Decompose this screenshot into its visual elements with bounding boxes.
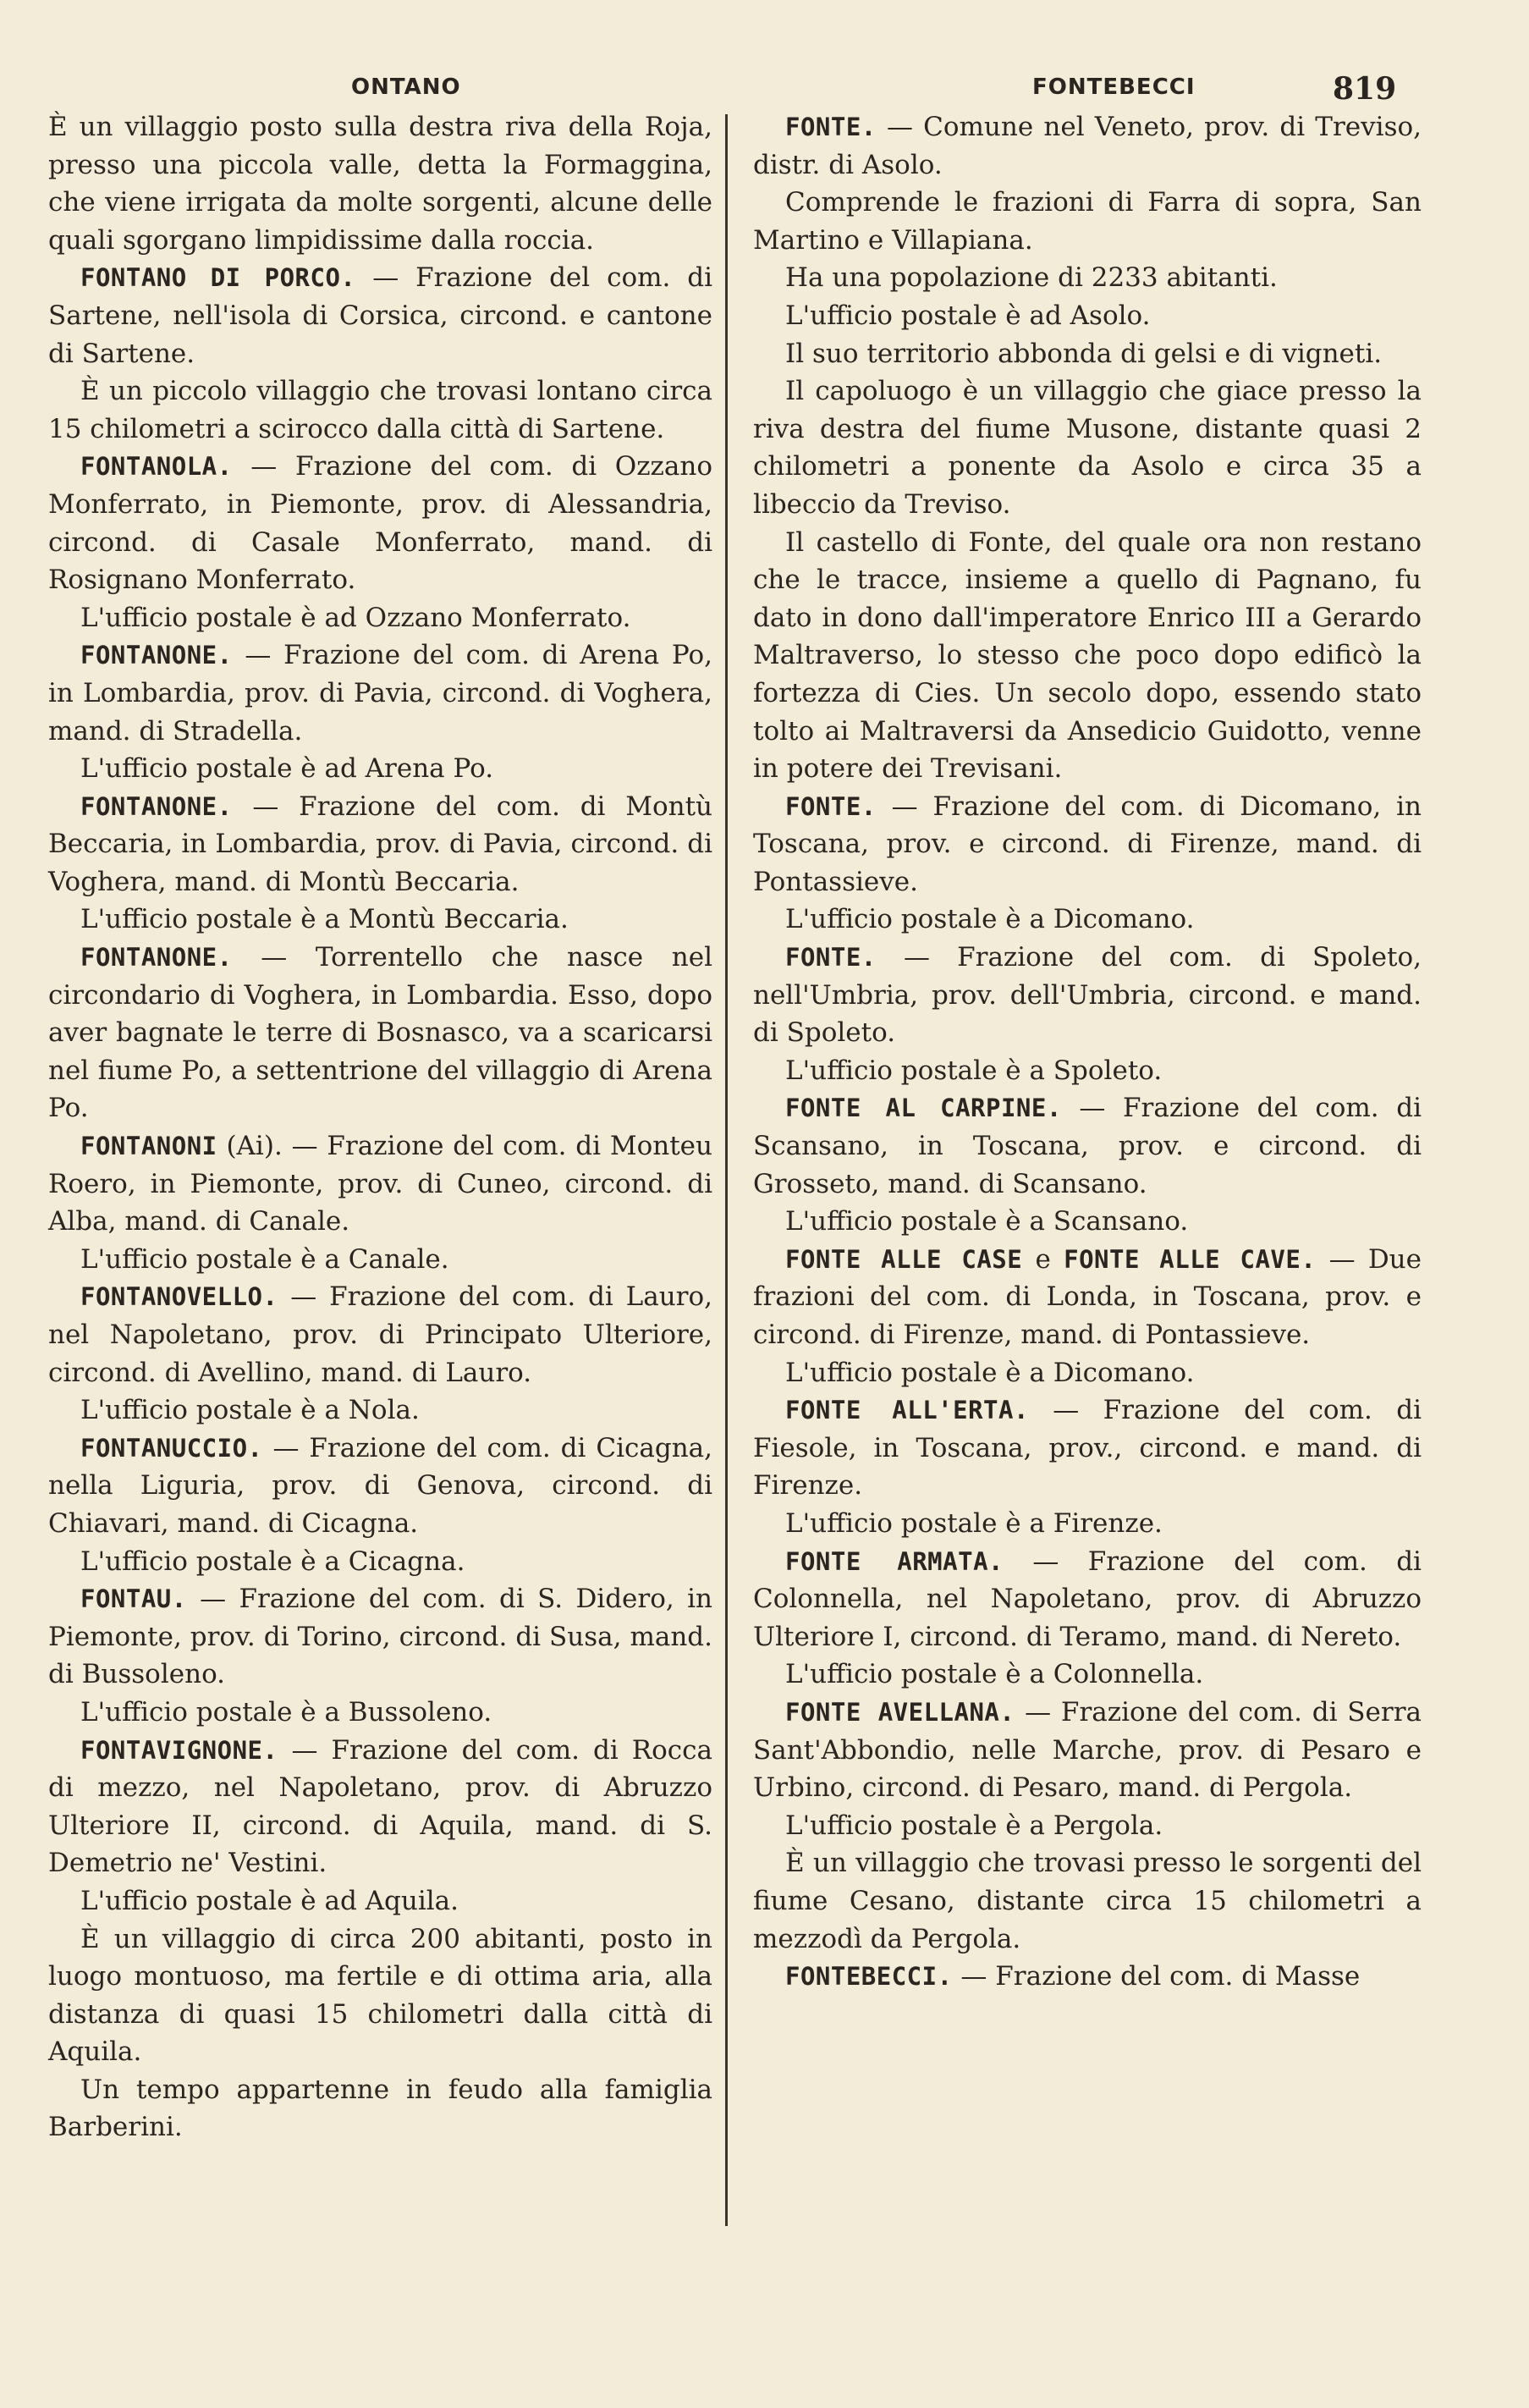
entry-text: L'ufficio postale è a Canale. (80, 1243, 449, 1275)
entry-text: — Frazione del com. di Masse (952, 1961, 1361, 1992)
entry-text: L'ufficio postale è a Spoleto. (785, 1055, 1163, 1086)
entry-text: Il suo territorio abbonda di gelsi e di vigneti. (785, 338, 1383, 369)
dictionary-entry (753, 1694, 1422, 1807)
entry-text: — Comune nel Veneto, prov. di Treviso, distr. di Asolo. (753, 112, 1422, 180)
entry-headword: FONTE ALLE CAVE. (1064, 1244, 1317, 1274)
dictionary-entry (753, 1958, 1422, 1996)
entry-paragraph (753, 1203, 1422, 1241)
entry-text: Comprende le frazioni di Farra di sopra, San Martino e Villapiana. (753, 187, 1422, 256)
dictionary-entry (753, 1391, 1422, 1505)
entry-paragraph (48, 599, 712, 637)
entry-text: È un villaggio posto sulla destra riva della Roja, presso una piccola valle, detta la Formaggina, che viene irrigata da molte sorgenti, alcune delle quali sgorgano limpidissime dalla roccia. (48, 112, 712, 256)
entry-text: — Frazione del com. di Ozzano Monferrato, in Piemonte, prov. di Alessandria, circond. di Casale Monferrato, mand. di Rosignano Monferrato. (48, 451, 712, 596)
entry-headword: FONTE. (785, 791, 877, 821)
dictionary-entry (753, 788, 1422, 901)
entry-paragraph (48, 750, 712, 788)
entry-paragraph (753, 1354, 1422, 1392)
entry-paragraph (48, 372, 712, 448)
entry-paragraph (753, 524, 1422, 788)
entry-paragraph (48, 1920, 712, 2071)
dictionary-entry (48, 448, 712, 598)
dictionary-entry (48, 1732, 712, 1882)
entry-paragraph (753, 1844, 1422, 1958)
entry-headword: FONTEBECCI. (785, 1962, 953, 1992)
entry-headword: FONTE AVELLANA. (785, 1697, 1015, 1727)
entry-text: È un villaggio che trovasi presso le sorgenti del fiume Cesano, distante circa 15 chilometri a mezzodì da Pergola. (753, 1848, 1422, 1954)
entry-text: — Frazione del com. di Scansano, in Toscana, prov. e circond. di Grosseto, mand. di Scansano. (753, 1093, 1422, 1199)
entry-text: L'ufficio postale è a Firenze. (785, 1507, 1163, 1539)
entry-text: L'ufficio postale è ad Aquila. (80, 1885, 459, 1916)
entry-text: L'ufficio postale è a Cicagna. (80, 1546, 465, 1577)
dictionary-entry (48, 788, 712, 901)
entry-headword: FONTANUCCIO. (80, 1433, 263, 1463)
dictionary-entry (48, 1580, 712, 1694)
entry-paragraph (48, 1543, 712, 1581)
page-number: 819 (1333, 71, 1397, 107)
entry-paragraph (48, 1391, 712, 1430)
entry-text: — Frazione del com. di Colonnella, nel Napoletano, prov. di Abruzzo Ulteriore I, circond. di Teramo, mand. di Nereto. (753, 1546, 1422, 1652)
entry-headword: FONTANONE. (80, 791, 233, 821)
entry-paragraph (753, 335, 1422, 373)
entry-paragraph (48, 901, 712, 939)
entry-text: L'ufficio postale è a Dicomano. (785, 1357, 1195, 1388)
entry-headword: FONTE. (785, 943, 877, 973)
dictionary-entry (48, 1278, 712, 1391)
entry-text: L'ufficio postale è a Nola. (80, 1395, 420, 1426)
entry-text: e (1022, 1243, 1064, 1275)
entry-text: — Torrentello che nasce nel circondario di Voghera, in Lombardia. Esso, dopo aver bagnate le terre di Bosnasco, va a scaricarsi nel fiume Po, a settentrione del villaggio di Arena Po. (48, 942, 712, 1124)
entry-paragraph (753, 372, 1422, 523)
entry-text: — Frazione del com. di Fiesole, in Toscana, prov., circond. e mand. di Firenze. (753, 1395, 1422, 1502)
entry-headword: FONTANOLA. (80, 452, 233, 482)
entry-text: L'ufficio postale è ad Arena Po. (80, 753, 494, 785)
right-column (753, 108, 1422, 1996)
entry-paragraph (753, 1505, 1422, 1543)
running-head-left: ONTANO (351, 74, 461, 100)
entry-text: È un piccolo villaggio che trovasi lontano circa 15 chilometri a scirocco dalla città di Sartene. (48, 376, 712, 444)
dictionary-entry (753, 939, 1422, 1052)
left-column (48, 108, 712, 2146)
entry-text: — Due frazioni del com. di Londa, in Toscana, prov. e circond. di Firenze, mand. di Pontassieve. (753, 1243, 1422, 1350)
dictionary-entry (753, 1241, 1422, 1354)
entry-paragraph (753, 1052, 1422, 1090)
dictionary-entry (48, 939, 712, 1127)
running-head-right: FONTEBECCI (1032, 74, 1196, 100)
entry-headword: FONTE ALLE CASE (785, 1244, 1023, 1274)
entry-headword: FONTAU. (80, 1584, 187, 1614)
dictionary-entry (753, 108, 1422, 184)
entry-text: — Frazione del com. di S. Didero, in Piemonte, prov. di Torino, circond. di Susa, mand. di Bussoleno. (48, 1584, 712, 1690)
entry-paragraph (48, 108, 712, 259)
dictionary-entry (753, 1543, 1422, 1656)
entry-headword: FONTANONE. (80, 943, 233, 973)
dictionary-entry (48, 636, 712, 750)
dictionary-entry (48, 259, 712, 372)
entry-text: L'ufficio postale è ad Asolo. (785, 300, 1151, 331)
entry-headword: FONTAVIGNONE. (80, 1735, 278, 1765)
entry-headword: FONTANONE. (80, 641, 233, 670)
entry-paragraph (753, 297, 1422, 335)
entry-text: È un villaggio di circa 200 abitanti, posto in luogo montuoso, ma fertile e di ottima aria, alla distanza di quasi 15 chilometri dalla città di Aquila. (48, 1923, 712, 2068)
entry-paragraph (48, 2071, 712, 2146)
entry-text: L'ufficio postale è a Pergola. (785, 1810, 1163, 1841)
entry-text: L'ufficio postale è ad Ozzano Monferrato. (80, 602, 631, 633)
column-divider (725, 114, 728, 2226)
entry-text: — Frazione del com. di Montù Beccaria, in Lombardia, prov. di Pavia, circond. di Voghera, mand. di Montù Beccaria. (48, 791, 712, 897)
entry-text: (Ai). — Frazione del com. di Monteu Roero, in Piemonte, prov. di Cuneo, circond. di Alba, mand. di Canale. (48, 1131, 712, 1237)
entry-headword: FONTE ALL'ERTA. (785, 1396, 1029, 1425)
entry-text: — Frazione del com. di Sartene, nell'isola di Corsica, circond. e cantone di Sartene. (48, 262, 712, 369)
entry-paragraph (48, 1241, 712, 1279)
entry-text: — Frazione del com. di Dicomano, in Toscana, prov. e circond. di Firenze, mand. di Pontassieve. (753, 791, 1422, 897)
entry-text: Un tempo appartenne in feudo alla famiglia Barberini. (48, 2074, 712, 2143)
entry-text: L'ufficio postale è a Colonnella. (785, 1659, 1204, 1690)
entry-text: Il capoluogo è un villaggio che giace presso la riva destra del fiume Musone, distante quasi 2 chilometri a ponente da Asolo e circa 35 a libeccio da Treviso. (753, 376, 1422, 520)
entry-text: Il castello di Fonte, del quale ora non restano che le tracce, insieme a quello di Pagnano, fu dato in dono dall'imperatore Enrico III a Gerardo Maltraverso, lo stesso che poco dopo edificò la fortezza di Cies. Un secolo dopo, essendo stato tolto ai Maltraversi da Ansedicio Guidotto, venne in potere dei Trevisani. (753, 526, 1422, 785)
entry-headword: FONTE. (785, 113, 877, 141)
entry-text: — Frazione del com. di Rocca di mezzo, nel Napoletano, prov. di Abruzzo Ulteriore II, circond. di Aquila, mand. di S. Demetrio ne' Vestini. (48, 1734, 712, 1879)
entry-text: — Frazione del com. di Serra Sant'Abbondio, nelle Marche, prov. di Pesaro e Urbino, circond. di Pesaro, mand. di Pergola. (753, 1696, 1422, 1804)
entry-text: — Frazione del com. di Spoleto, nell'Umbria, prov. dell'Umbria, circond. e mand. di Spoleto. (753, 942, 1422, 1049)
entry-text: L'ufficio postale è a Montù Beccaria. (80, 904, 569, 935)
entry-text: — Frazione del com. di Lauro, nel Napoletano, prov. di Principato Ulteriore, circond. di Avellino, mand. di Lauro. (48, 1281, 712, 1388)
entry-paragraph (753, 1807, 1422, 1845)
entry-paragraph (753, 901, 1422, 939)
entry-paragraph (48, 1882, 712, 1920)
entry-headword: FONTANO DI PORCO. (80, 263, 356, 293)
entry-text: L'ufficio postale è a Dicomano. (785, 904, 1195, 935)
entry-text: L'ufficio postale è a Bussoleno. (80, 1696, 492, 1727)
entry-text: — Frazione del com. di Arena Po, in Lombardia, prov. di Pavia, circond. di Voghera, mand. di Stradella. (48, 640, 712, 747)
dictionary-entry (753, 1089, 1422, 1203)
entry-headword: FONTANONI (80, 1132, 217, 1161)
entry-headword: FONTE ARMATA. (785, 1546, 1004, 1576)
entry-headword: FONTE AL CARPINE. (785, 1094, 1062, 1123)
entry-text: — Frazione del com. di Cicagna, nella Liguria, prov. di Genova, circond. di Chiavari, mand. di Cicagna. (48, 1432, 712, 1539)
entry-text: L'ufficio postale è a Scansano. (785, 1206, 1189, 1237)
dictionary-entry (48, 1430, 712, 1543)
entry-text: Ha una popolazione di 2233 abitanti. (785, 262, 1278, 294)
entry-paragraph (753, 184, 1422, 259)
entry-headword: FONTANOVELLO. (80, 1282, 278, 1312)
entry-paragraph (753, 1656, 1422, 1694)
entry-paragraph (48, 1694, 712, 1732)
dictionary-entry (48, 1127, 712, 1241)
entry-paragraph (753, 259, 1422, 297)
